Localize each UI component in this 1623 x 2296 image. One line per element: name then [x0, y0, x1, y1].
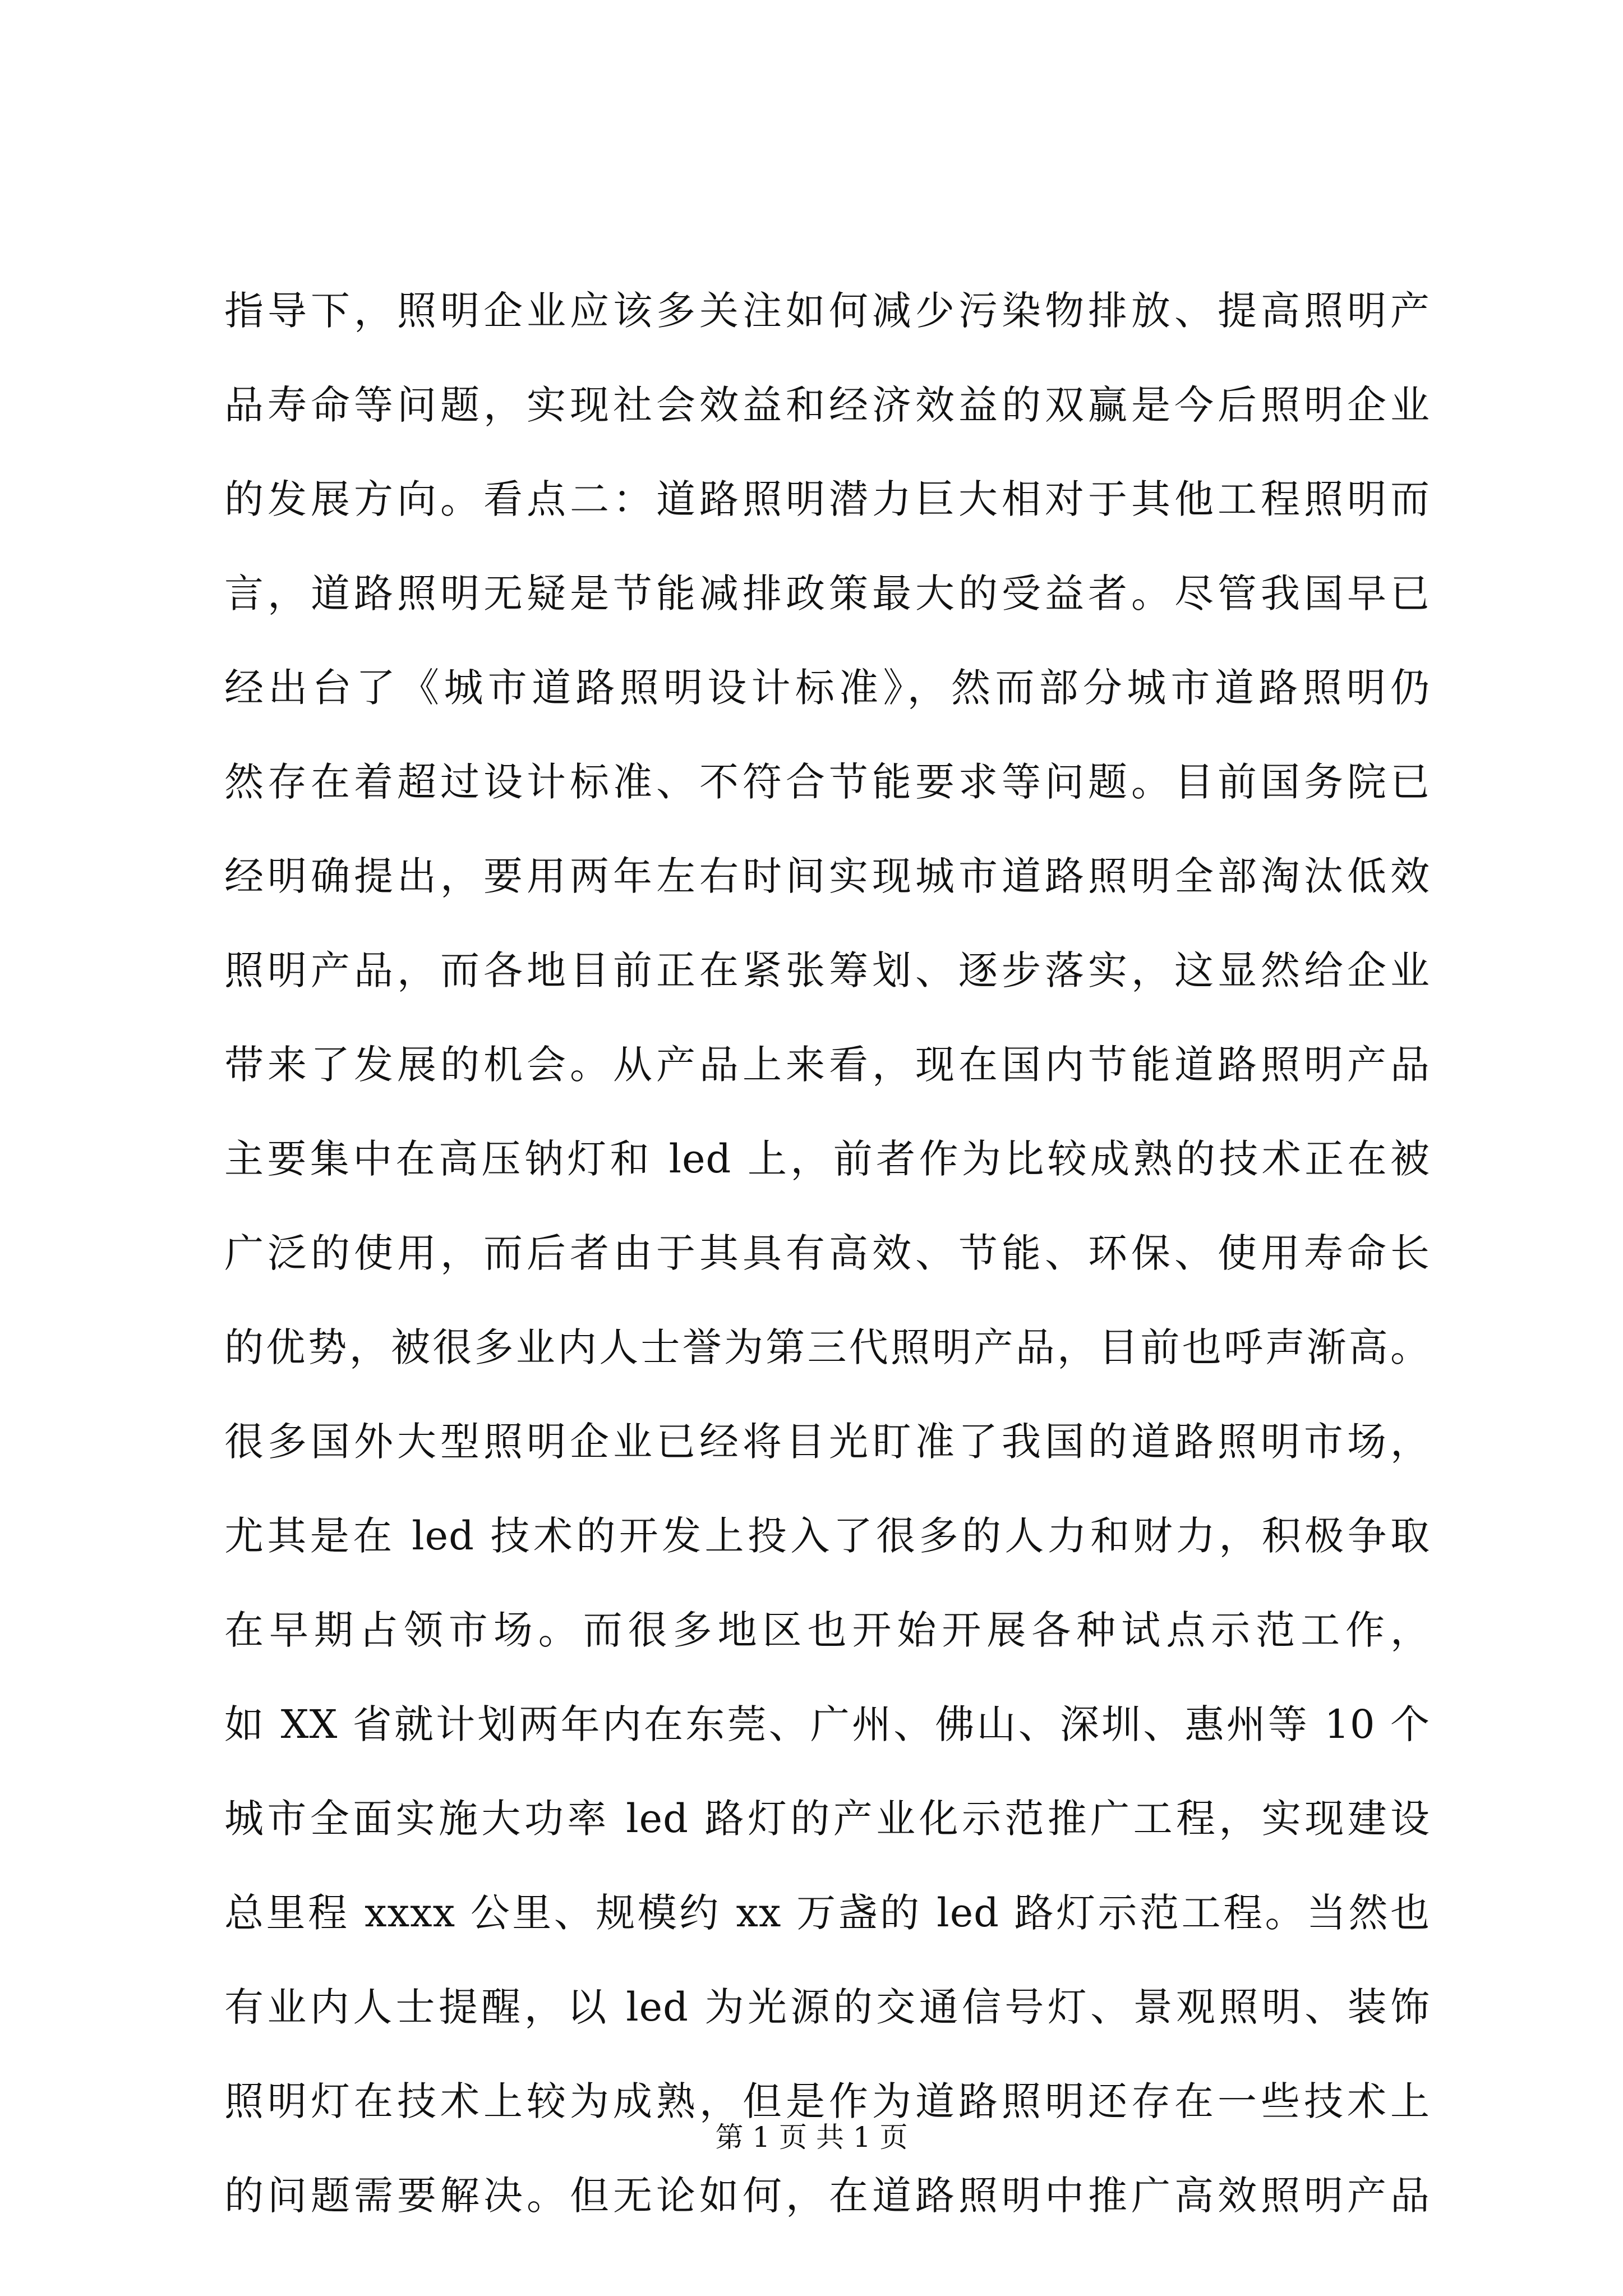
- text-line: 然存在着超过设计标准、不符合节能要求等问题。目前国务院已: [224, 759, 1430, 805]
- text-line: 尤其是在 led 技术的开发上投入了很多的人力和财力，积极争取: [224, 1513, 1430, 1559]
- text-line: 城市全面实施大功率 led 路灯的产业化示范推广工程，实现建设: [224, 1796, 1430, 1842]
- text-line: 照明灯在技术上较为成熟，但是作为道路照明还存在一些技术上: [224, 2078, 1430, 2124]
- text-line: 带来了发展的机会。从产品上来看，现在国内节能道路照明产品: [224, 1042, 1430, 1088]
- text-line: 的问题需要解决。但无论如何，在道路照明中推广高效照明产品: [224, 2173, 1430, 2219]
- text-line: 主要集中在高压钠灯和 led 上，前者作为比较成熟的技术正在被: [224, 1136, 1430, 1182]
- text-line: 的优势，被很多业内人士誉为第三代照明产品，目前也呼声渐高。: [224, 1324, 1430, 1370]
- text-line: 指导下，照明企业应该多关注如何减少污染物排放、提高照明产: [224, 288, 1430, 334]
- text-line: 广泛的使用，而后者由于其具有高效、节能、环保、使用寿命长: [224, 1230, 1430, 1276]
- text-line: 有业内人士提醒，以 led 为光源的交通信号灯、景观照明、装饰: [224, 1984, 1430, 2030]
- text-line: 的发展方向。看点二：道路照明潜力巨大相对于其他工程照明而: [224, 476, 1430, 522]
- text-line: 如 XX 省就计划两年内在东莞、广州、佛山、深圳、惠州等 10 个: [224, 1701, 1430, 1747]
- text-line: 经明确提出，要用两年左右时间实现城市道路照明全部淘汰低效: [224, 853, 1430, 899]
- body-text: [224, 264, 1430, 2243]
- text-line: 总里程 xxxx 公里、规模约 xx 万盏的 led 路灯示范工程。当然也: [224, 1890, 1430, 1936]
- text-line: 经出台了《城市道路照明设计标准》，然而部分城市道路照明仍: [224, 665, 1430, 711]
- text-line: 品寿命等问题，实现社会效益和经济效益的双赢是今后照明企业: [224, 382, 1430, 428]
- page-footer: 第 1 页 共 1 页: [715, 2121, 908, 2154]
- text-line: 照明产品，而各地目前正在紧张筹划、逐步落实，这显然给企业: [224, 947, 1430, 993]
- text-line: 在早期占领市场。而很多地区也开始开展各种试点示范工作，: [224, 1607, 1430, 1653]
- text-line: 言，道路照明无疑是节能减排政策最大的受益者。尽管我国早已: [224, 570, 1430, 616]
- text-line: 很多国外大型照明企业已经将目光盯准了我国的道路照明市场，: [224, 1419, 1430, 1465]
